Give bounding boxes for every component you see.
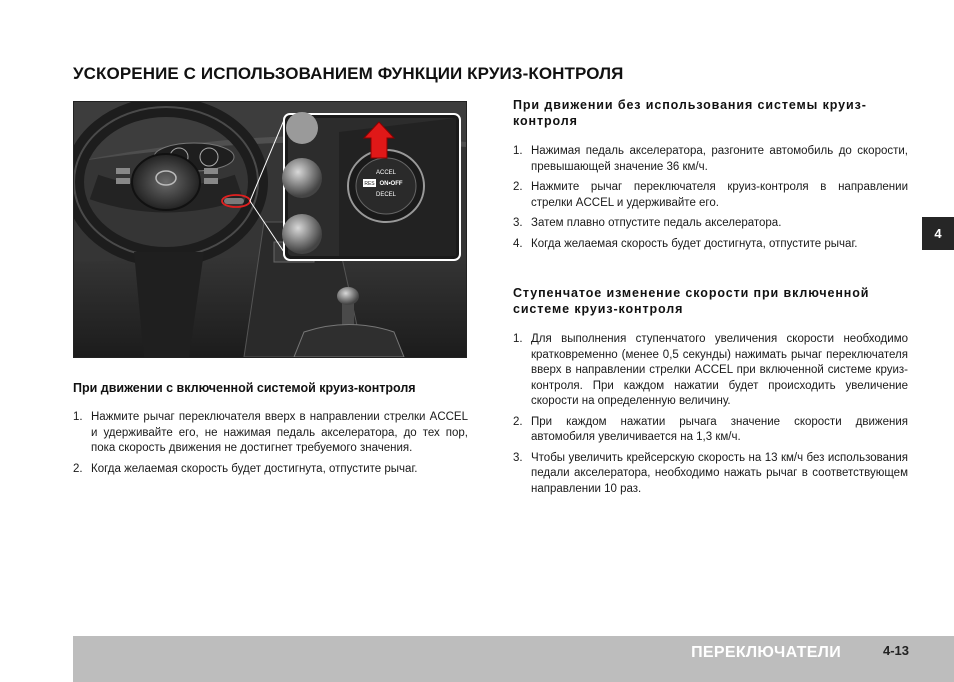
- footer-section-name: ПЕРЕКЛЮЧАТЕЛИ: [691, 644, 841, 661]
- step-text: Нажмите рычаг переключателя вверх в направлении стрелки ACCEL и удерживайте его, не нажимая педаль акселератора, до тех пор, пока скорость движения не достигнет требуемого значения.: [91, 411, 468, 454]
- step-number: 2.: [513, 415, 523, 428]
- left-section-heading: При движении с включенной системой круиз-контроля: [73, 381, 416, 395]
- step-number: 1.: [513, 333, 523, 345]
- step-number: 2.: [73, 462, 83, 475]
- list-item: [513, 332, 908, 410]
- list-item: [513, 216, 908, 232]
- left-section: [73, 380, 468, 482]
- lever-label-onoff: ON•OFF: [379, 181, 403, 187]
- step-text: Нажмите рычаг переключателя круиз-контроля в направлении стрелки ACCEL и удерживайте его.: [531, 181, 908, 209]
- page-title: УСКОРЕНИЕ С ИСПОЛЬЗОВАНИЕМ ФУНКЦИИ КРУИЗ-КОНТРОЛЯ: [73, 64, 624, 83]
- step-number: 4.: [513, 237, 523, 250]
- step-number: 3.: [513, 217, 523, 229]
- list-item: [513, 415, 908, 446]
- lever-label-decel: DECEL: [375, 192, 397, 198]
- page-footer: [73, 636, 954, 682]
- right-section-1: [513, 97, 908, 252]
- step-text: Чтобы увеличить крейсерскую скорость на 13 км/ч без использования педали акселератора, необходимо нажать рычаг в соответствующем направлении 10 раз.: [531, 451, 908, 495]
- step-text: Нажимая педаль акселератора, разгоните автомобиль до скорости, превышающей значение 36 км/ч.: [531, 145, 908, 173]
- list-item: [513, 180, 908, 211]
- chapter-tab: 4: [922, 217, 954, 250]
- step-text: Когда желаемая скорость будет достигнута, отпустите рычаг.: [91, 462, 418, 475]
- list-item: [73, 410, 468, 457]
- list-item: [513, 237, 908, 253]
- right-section-1-heading: При движении без использования системы круиз-контроля: [513, 98, 867, 128]
- step-text: При каждом нажатии рычага значение скорости движения автомобиля увеличивается на 1,3 км/ч.: [531, 415, 908, 443]
- step-text: Затем плавно отпустите педаль акселератора.: [531, 217, 782, 229]
- right-section-2: [513, 285, 908, 497]
- dashboard-photo: [73, 101, 467, 358]
- step-number: 3.: [513, 451, 523, 464]
- step-number: 1.: [513, 145, 523, 157]
- step-text: Для выполнения ступенчатого увеличения скорости необходимо кратковременно (менее 0,5 секунды) нажимать рычаг переключателя вверх в направлении стрелки ACCEL при включенной системе круиз-контроля. При каждом нажатии будет происходить увеличение скорости на определенную величину.: [531, 333, 908, 407]
- step-number: 2.: [513, 181, 523, 193]
- lever-label-res: RES: [364, 181, 375, 187]
- step-text: Когда желаемая скорость будет достигнута, отпустите рычаг.: [531, 237, 858, 250]
- right-1-steps-list: [513, 144, 908, 252]
- right-column: [513, 97, 908, 502]
- lever-label-accel: ACCEL: [375, 170, 397, 176]
- list-item: [513, 451, 908, 498]
- step-number: 1.: [73, 411, 83, 423]
- right-2-steps-list: [513, 332, 908, 497]
- list-item: [73, 462, 468, 478]
- page-number: 4-13: [882, 643, 909, 658]
- right-section-2-heading: Ступенчатое изменение скорости при включенной системе круиз-контроля: [513, 286, 870, 316]
- list-item: [513, 144, 908, 175]
- left-steps-list: [73, 410, 468, 477]
